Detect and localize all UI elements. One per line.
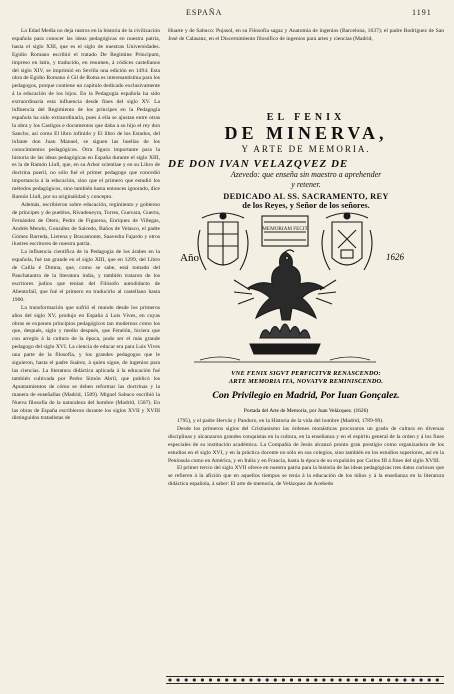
subtitle-line-2: y retener. <box>291 180 321 189</box>
ornament-dot <box>233 678 236 681</box>
paragraph: La transformación que sufrió el mundo desde los primeros años del siglo XV, produjo en España á Luis Vives, en cuyas obras se exponen principios pedagógicos tan modernos como los que, después, siglo y medio después, que Fenelón, hiciera que con arreglo á la cultura de la época, pudo ser el más grande pedagogo del siglo XVI. La ciencia de educar era para Luis Vives una parte de la filosofía, y los grandes pedagogos que le siguieron, hasta el padre Suárez, á quien sigue, de ingenios para las ciencias. La literatura didáctica aplicada á la educación fué también cultivada por Pedro Simón Abril, que publicó los Apuntamientos de cómo se deben reformar las doctrinas y la manera de enseñallas (Madrid, 1589). Miguel Sabuco escribió la Nueva filosofía de la naturaleza del hombre (Madrid, 1587). En las obras de España escribieron durante los siglos XVII y XVIII distinguidos tratadistas de <box>12 304 160 422</box>
left-column <box>12 28 160 688</box>
ornament-dot <box>298 678 301 681</box>
ornament-dot <box>314 678 317 681</box>
ornament-dot <box>411 678 414 681</box>
shield-inscription: MEMORIAM FECIT <box>262 226 308 232</box>
motto-line-2: ARTE MEMORIA ITA, NOVATVR REMINISCENDO. <box>228 378 384 385</box>
ornament-dot <box>403 678 406 681</box>
subtitle-line-1: Azevedo: que enseña sin maestro a aprehender <box>230 170 382 179</box>
title-page-facsimile <box>168 112 444 210</box>
dedication-line-2: de los Reyes, y Señor de los señores. <box>242 201 370 210</box>
ornament-dot <box>420 678 423 681</box>
ornament-dot <box>330 678 333 681</box>
running-head-section: ESPAÑA <box>186 8 223 17</box>
dedication-line-1: DEDICADO AL SS. SACRAMENTO, REY <box>223 192 389 201</box>
ornament-dot <box>241 678 244 681</box>
ornament-dot <box>371 678 374 681</box>
ornament-dot <box>322 678 325 681</box>
ornament-dot <box>201 678 204 681</box>
ornament-dot <box>290 678 293 681</box>
ornament-dot <box>436 678 439 681</box>
ornament-dot <box>217 678 220 681</box>
left-coat-of-arms <box>198 213 248 270</box>
ornament-dot <box>258 678 261 681</box>
paragraph: La influencia científica de la Pedagogía de los árabes en la española, fué tan grande en el siglo XIII, que en 1299, del Libro de Calila é Dimna, que, como se sabe, está tomado del Panchatantra de la literatura india, y también trataron de los escritores judíos que tenían del Filósofo autodidacto de Abentofail, que fué el primero en traducirlo al castellano hasta 1900. <box>12 249 160 303</box>
decorative-border-ornament <box>166 676 444 684</box>
ornament-dot <box>282 678 285 681</box>
ornament-dot <box>193 678 196 681</box>
ornament-dot <box>225 678 228 681</box>
year-label: Año <box>180 252 199 264</box>
ornament-dot <box>339 678 342 681</box>
paragraph: Huarte y de Sabuco: Pujasol, en su Filosofía sagaz y Anatomía de ingenios (Barcelona, 1637); el padre Rodríguez de San José de Calasanz, en el Discernimiento filosófico de ingenios para artes y ciencias (Madrid, <box>168 28 444 42</box>
ornament-dot <box>209 678 212 681</box>
figure-caption: Portada del Arte de Memoria, por Juan Velázquez. (1626) <box>243 408 369 414</box>
page-number: 1191 <box>412 8 432 17</box>
motto <box>166 370 446 386</box>
year-value: 1626 <box>386 252 404 262</box>
privilege-line: Con Privilegio en Madrid, Por Iuan Gonçalez. <box>212 390 400 401</box>
ornament-dot <box>306 678 309 681</box>
ornament-dot <box>428 678 431 681</box>
ornament-dot <box>249 678 252 681</box>
paragraph: Desde los primeros siglos del Cristianismo las órdenes monásticas procuraron un grado de cultura en diversas disciplinas y alcanzaron grandes conquistas en la cultura, en la enseñanza y en el espíritu general de la orden y á los fines especiales de su institución académica. La Compañía de Jesús alcanzó pronto gran prestigio como organizadora de los estudios en el siglo XVI, y en la práctica docente no sólo en sus colegios, sino también en los estudios superiores, así en la Península como en América, y en Italia y en Francia, hasta la época de su expulsión por Carlos III á fines del siglo XVIII. <box>168 425 444 464</box>
ornament-dot <box>177 678 180 681</box>
title-line-3: Y ARTE DE MEMORIA. <box>241 144 371 154</box>
right-column-top <box>168 28 444 108</box>
ornament-dot <box>185 678 188 681</box>
title-line-2: DE MINERVA, <box>224 123 388 143</box>
ornament-dot <box>266 678 269 681</box>
paragraph: Además, escribieron sobre educación, regimiento y gobierno de príncipes y de pueblos, Rivadeneyra, Torres, Guevara, Guerra, Fernández de Otero, Pedro de Figueroa, Enríquez de Villegas, Andrés Mendo, González de Salcedo, Baños de Velasco, el padre Gómez Barreda, Lierena y Bracamonte, Saavedra Fajardo y otros ilustres escritores de nuestra patria. <box>12 201 160 248</box>
right-coat-of-arms <box>322 213 372 270</box>
title-line-1: EL FENIX <box>266 112 346 123</box>
ornament-dot <box>355 678 358 681</box>
ornament-dot <box>347 678 350 681</box>
right-column-bottom <box>168 418 444 614</box>
ornament-dot <box>379 678 382 681</box>
ornament-dot <box>168 678 171 681</box>
ornament-dot <box>387 678 390 681</box>
paragraph: La Edad Media no deja rastros en la historia de la civilización española para conocer las ideas pedagógicas en nuestra patria, hasta el siglo XIII, que es el siglo de nuestras Universidades. Egidio Romano escribió el tratado De Regimine Principum, impreso en latín, y traducido, en resumen, á códices castellanos del siglo XIV, se imprimió en Sevilla una edición en 1494. Esta obra de Egidio Romano ó Gil de Roma es interesantísima para los pedagogos, porque contiene un capítulo dedicado exclusivamente á la educación de los hijos. En la Pedagogía española ha sido extraordinaria esta influencia desde fines del siglo XV. La influencia del Regimiento de los príncipes en la Pedagogía española ha sido extraordinaria, pues á ella se ajustan entre otras la obra y los Castigos e documentos que daba a su hijo el rey don Sancho, así como El libro infinido y El libro de los Estados, del infante don Juan Manuel, se siguen las huellas de los conocimientos pedagógicos. Otra figura importante para la historia de las ideas pedagógicas en España durante el siglo XIII, es la de Ramón Llull, que, en su Arbor scientiae y en su Libro de doctrina pueril, no sólo fué el primer pedagogo que concedió importancia á la educación, sino que el primero que estudió los métodos pedagógicos, sino también hasta entonces ignorado, dice Ramón Llull, por su originalidad y concepto. <box>12 28 160 201</box>
motto-line-1: VNE FENIX SIGVT PERFICITVR RENASCENDO: <box>231 370 381 377</box>
paragraph: 1795), y el padre Hervás y Panduro, en la Historia de la vida del hombre (Madrid, 1789-99). <box>177 418 384 424</box>
ornament-dot <box>363 678 366 681</box>
phoenix-emblem-woodcut <box>190 210 380 370</box>
paragraph: El primer tercio del siglo XVII ofrece en nuestra patria para la historia de las ideas pedagógicas tres datos curiosos que se refieren á la afición que en aquellos tiempos se tenía á la educación de los niños y á la enseñanza en la literatura didáctica española, á saber: El arte de memoria, de Velázquez de Acebedo <box>168 465 444 488</box>
ornament-dot <box>274 678 277 681</box>
author-line: DE DON IVAN VELAZQVEZ DE <box>168 158 349 170</box>
ornament-dot <box>395 678 398 681</box>
